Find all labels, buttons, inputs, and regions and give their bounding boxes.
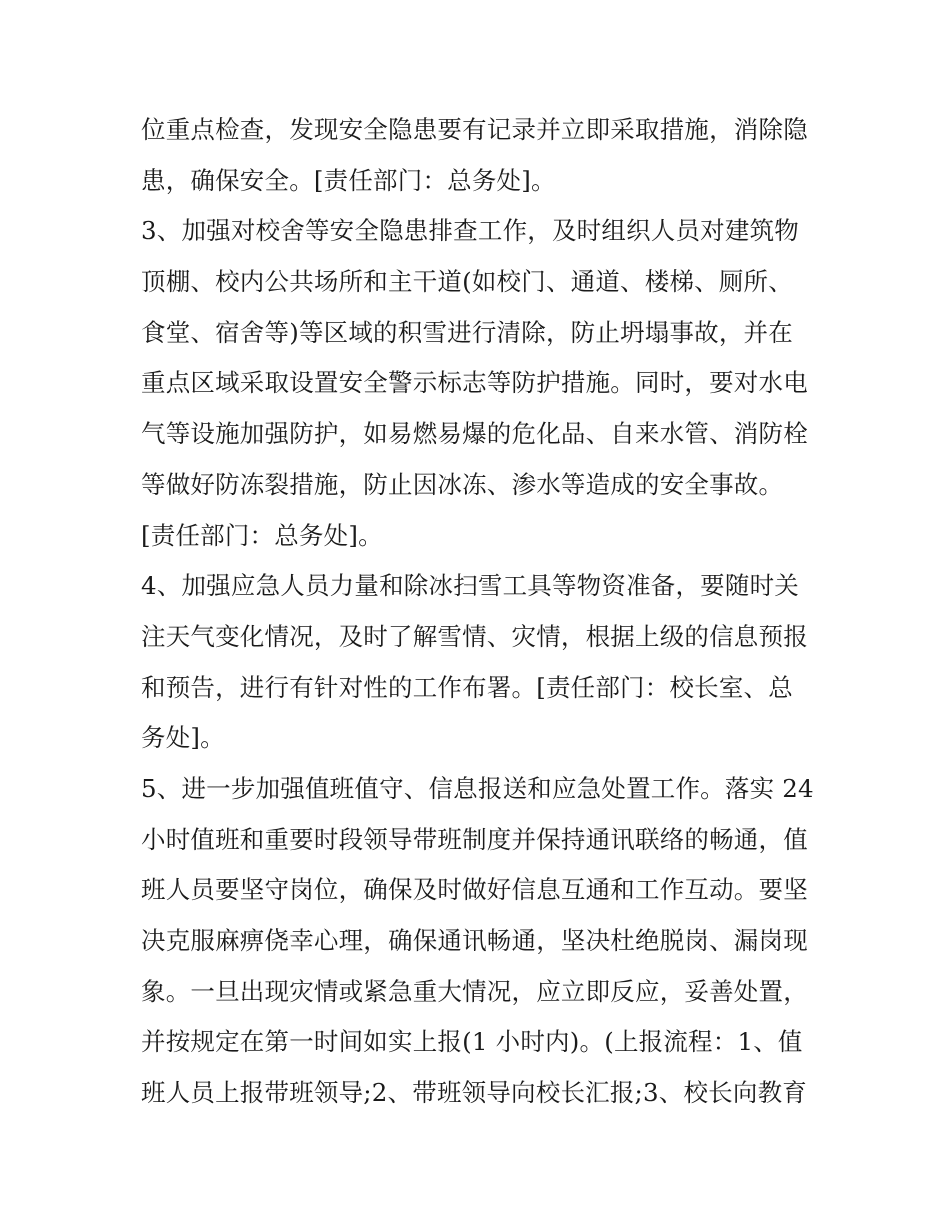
text-line: 决克服麻痹侥幸心理，确保通讯畅通，坚决杜绝脱岗、漏岗现 [141,926,808,955]
text-line: 气等设施加强防护，如易燃易爆的危化品、自来水管、消防栓 [141,419,808,449]
text-line: 食堂、宿舍等)等区域的积雪进行清除，防止坍塌事故，并在 [141,317,793,347]
text-line: 象。一旦出现灾情或紧急重大情况，应立即反应，妥善处置， [141,976,808,1006]
text-line: 班人员要坚守岗位，确保及时做好信息互通和工作互动。要坚 [141,875,808,905]
text-line: 顶棚、校内公共场所和主干道(如校门、通道、楼梯、厕所、 [141,267,793,297]
text-line: [责任部门：总务处]。 [141,520,383,550]
text-line: 重点区域采取设置安全警示标志等防护措施。同时，要对水电 [141,368,808,398]
text-line: 小时值班和重要时段领导带班制度并保持通讯联络的畅通，值 [141,824,808,854]
text-line: 注天气变化情况，及时了解雪情、灾情，根据上级的信息预报 [141,621,808,651]
text-line: 务处]。 [141,723,225,753]
text-line: 位重点检查，发现安全隐患要有记录并立即采取措施，消除隐 [141,115,808,144]
text-line: 等做好防冻裂措施，防止因冰冻、渗水等造成的安全事故。 [141,469,784,499]
text-line: 患，确保安全。[责任部门：总务处]。 [141,165,556,195]
text-line: 5、进一步加强值班值守、信息报送和应急处置工作。落实 24 [141,773,814,803]
document-body [141,105,821,1119]
text-line: 4、加强应急人员力量和除冰扫雪工具等物资准备，要随时关 [141,571,799,601]
text-line: 和预告，进行有针对性的工作布署。[责任部门：校长室、总 [141,672,793,702]
text-line: 班人员上报带班领导;2、带班领导向校长汇报;3、校长向教育 [141,1078,807,1108]
text-line: 并按规定在第一时间如实上报(1 小时内)。(上报流程：1、值 [141,1027,803,1057]
text-line: 3、加强对校舍等安全隐患排查工作，及时组织人员对建筑物 [141,216,799,246]
